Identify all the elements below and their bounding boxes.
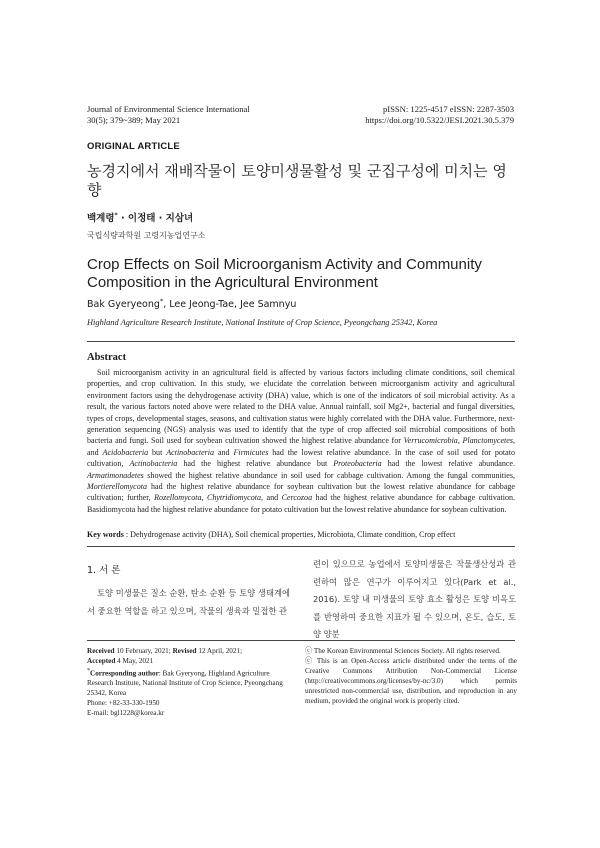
korean-authors	[87, 210, 193, 224]
body-column-left: 토양 미생물은 질소 순환, 탄소 순환 등 토양 생태계에서 중요한 역할을 하고 있으며, 작물의 생육과 밀접한 관	[87, 588, 290, 616]
copyright-notice: ⓒ The Korean Environmental Sciences Society. All rights reserved.	[305, 647, 501, 655]
english-other-authors: , Lee Jeong-Tae, Jee Samnyu	[163, 299, 297, 311]
body-column-right: 련이 있으므로 농업에서 토양미생물은 작물생산성과 관련하여 많은 연구가 이루어지고 있다(Park et al., 2016). 토양 내 미생물의 토양 효소 활성은 토양 비옥도를 반영하여 중요한 지표가 될 수 있으며, 온도, 습도, 토양 양분	[313, 559, 516, 639]
keywords-label: Key words	[87, 530, 124, 539]
keywords-text: : Dehydrogenase activity (DHA), Soil chemical properties, Microbiota, Climate condition, Crop effect	[123, 530, 456, 539]
footer-email[interactable]: E-mail: bgl1228@korea.kr	[87, 708, 165, 717]
footer-license	[305, 647, 517, 706]
section-heading-introduction: 1. 서 론	[87, 565, 121, 576]
english-affiliation: Highland Agriculture Research Institute, National Institute of Crop Science, Pyeongchang 25342, Korea	[87, 318, 438, 327]
english-first-author: Bak Gyeryeong	[87, 299, 160, 311]
journal-name: Journal of Environmental Science International	[87, 104, 250, 114]
korean-other-authors: · 이정태 · 지삼녀	[117, 213, 194, 224]
keywords	[87, 530, 517, 539]
english-corresponding-mark: *	[159, 297, 164, 305]
footer-rule	[87, 640, 515, 641]
journal-volume: 30(5); 379~389; May 2021	[87, 115, 181, 125]
corresponding-mark: *	[114, 211, 118, 219]
abstract-heading: Abstract	[87, 352, 127, 363]
footer-phone: Phone: +82-33-330-1950	[87, 698, 160, 707]
abstract-body: Soil microorganism activity in an agricultural field is affected by various factors including climate conditions, soil chemical properties, and crop cultivation. In this study, we elucidate the correlation between microorganism activity and agricultural environment factors using the dehydrogenase activity (DHA) value, which is one of the indicators of soil microbial activity. As a result, the various factors noted above were related to the DHA value. Annual rainfall, soil Mg2+, bacterial and fungal diversities, types of crops, developmental stages, seasons, and cultivation status were highly correlated with the DHA value. Furthermore, next-generation sequencing (NGS) analysis was used to identify that the type of crop affected soil microbial compositions of both bacteria and fungi. Soil used for soybean cultivation showed the highest relative abundance for Verrucomicrobia, Planctomycetes, and Acidobacteria but Actinobacteria and Firmicutes had the lowest relative abundance. In the case of soil used for potato cultivation, Actinobacteria had the highest relative abundance but Proteobacteria had the lowest relative abundance. Armatimonadetes showed the highest relative abundance in soil used for cabbage cultivation. Among the fungal communities, Mortierellomycota had the highest relative abundance for soybean cultivation but the lowest relative abundance for cabbage cultivation; further, Rozellomycota, Chytridiomycota, and Cercozoa had the highest relative abundance for cabbage cultivation. Basidiomycota had the highest relative abundance for potato cultivation but the lowest relative abundance for soybean cultivation.	[87, 368, 516, 514]
license-notice: ⓒ This is an Open-Access article distributed under the terms of the Creative Commons Attribution Non-Commercial License (http://creativecommons.org/licenses/by-nc/3.0) which permits unrestricted non-commercial use, distribution, and reproduction in any medium, provided the original work is properly cited.	[305, 656, 517, 705]
issn: pISSN: 1225-4517 eISSN: 2287-3503	[382, 104, 514, 114]
article-type: ORIGINAL ARTICLE	[87, 141, 180, 152]
korean-affiliation: 국립식량과학원 고령지농업연구소	[87, 231, 206, 240]
footer-article-info: Received 10 February, 2021; Revised 12 April, 2021; Accepted 4 May, 2021 *Corresponding author: Bak Gyeryong, Highland Agriculture Research Institute, National Institute of Crop Science, Pyeongchang 25342, Korea Phone: +82-33-330-1950 E-mail: bgl1228@korea.kr	[87, 647, 293, 719]
english-authors	[87, 297, 296, 310]
korean-first-author: 백계령	[87, 213, 115, 224]
english-title: Crop Effects on Soil Microorganism Activity and Community Composition in the Agricultural Environment	[87, 256, 482, 291]
journal-header-right	[365, 104, 514, 126]
keywords-bottom-rule	[87, 546, 515, 547]
abstract-top-rule	[87, 341, 515, 342]
journal-header-left	[87, 104, 250, 126]
doi-link[interactable]: https://doi.org/10.5322/JESI.2021.30.5.379	[365, 115, 514, 125]
korean-title: 농경지에서 재배작물이 토양미생물활성 및 군집구성에 미치는 영향	[87, 162, 507, 199]
